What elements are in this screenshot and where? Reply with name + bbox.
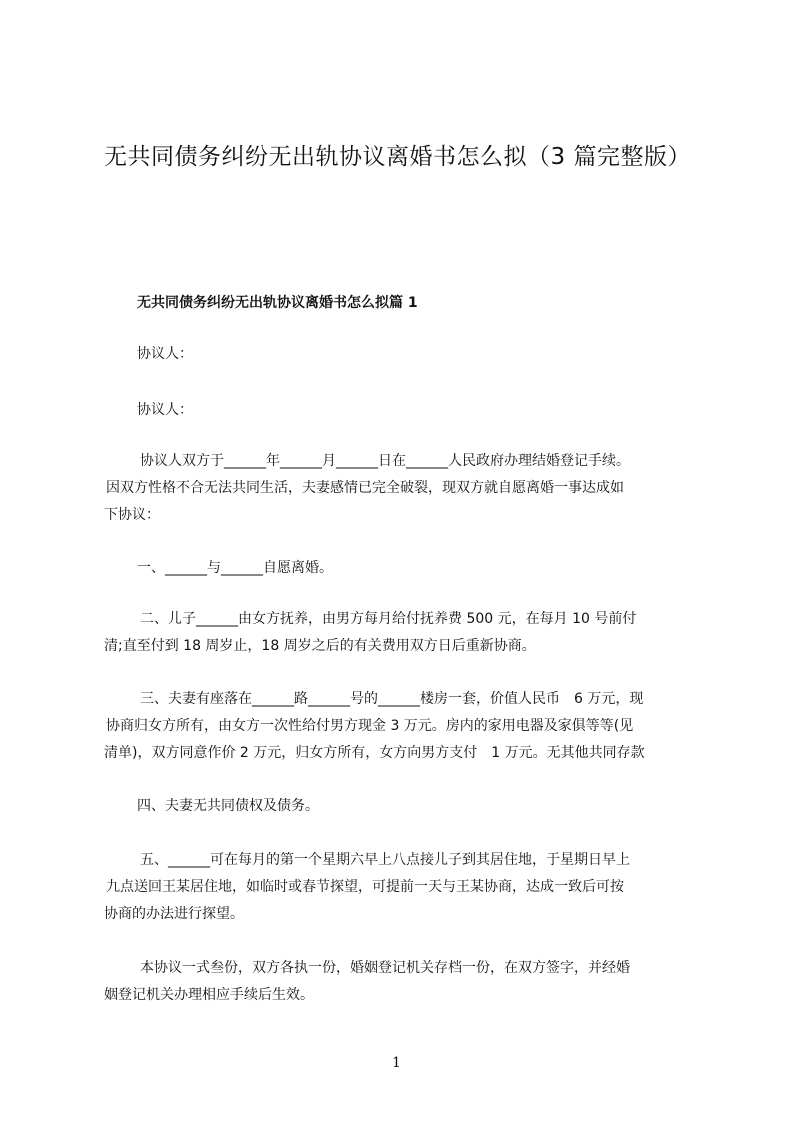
intro-paragraph (104, 448, 699, 529)
clause-2 (104, 606, 699, 660)
paragraph-line: 清单)，双方同意作价 2 万元，归女方所有，女方向男方支付 1 万元。无其他共同存款 (104, 745, 645, 761)
party-line-1 (104, 341, 699, 368)
paragraph-line: 清;直至付到 18 周岁止，18 周岁之后的有关费用双方日后重新协商。 (104, 638, 536, 654)
closing-paragraph (104, 955, 699, 1009)
paragraph-line: 九点送回王某居住地，如临时或春节探望，可提前一天与王某协商，达成一致后可按 (106, 879, 624, 895)
paragraph-line: 四、夫妻无共同债权及债务。 (137, 798, 319, 814)
paragraph-line: 姻登记机关办理相应手续后生效。 (104, 987, 314, 1003)
clause-3 (104, 686, 699, 767)
paragraph-line: 协商的办法进行探望。 (104, 906, 244, 922)
page-number: 1 (392, 1055, 401, 1071)
party-line-2 (104, 397, 699, 424)
document-title: 无共同债务纠纷无出轨协议离婚书怎么拟（3 篇完整版） (104, 144, 691, 170)
party-label: 协议人： (137, 346, 193, 362)
clause-4 (104, 793, 699, 820)
paragraph-line: 一、______与______自愿离婚。 (137, 560, 333, 576)
party-label: 协议人： (137, 402, 193, 418)
clause-1 (104, 555, 699, 582)
paragraph-line: 协议人双方于______年______月______日在______人民政府办理结婚登记手续。 (140, 453, 630, 469)
paragraph-line: 因双方性格不合无法共同生活，夫妻感情已完全破裂，现双方就自愿离婚一事达成如 (106, 480, 624, 496)
paragraph-line: 本协议一式叁份，双方各执一份，婚姻登记机关存档一份，在双方签字，并经婚 (140, 960, 630, 976)
paragraph-line: 协商归女方所有，由女方一次性给付男方现金 3 万元。房内的家用电器及家俱等等(见 (106, 718, 634, 734)
paragraph-line: 二、儿子______由女方抚养，由男方每月给付抚养费 500 元，在每月 10 号前付 (140, 611, 637, 627)
section-heading: 无共同债务纠纷无出轨协议离婚书怎么拟篇 1 (137, 295, 418, 311)
paragraph-line: 下协议： (104, 507, 160, 523)
paragraph-line: 五、______可在每月的第一个星期六早上八点接儿子到其居住地，于星期日早上 (140, 852, 630, 868)
clause-5 (104, 847, 699, 928)
paragraph-line: 三、夫妻有座落在______路______号的______楼房一套，价值人民币 6 万元，现 (140, 691, 644, 707)
